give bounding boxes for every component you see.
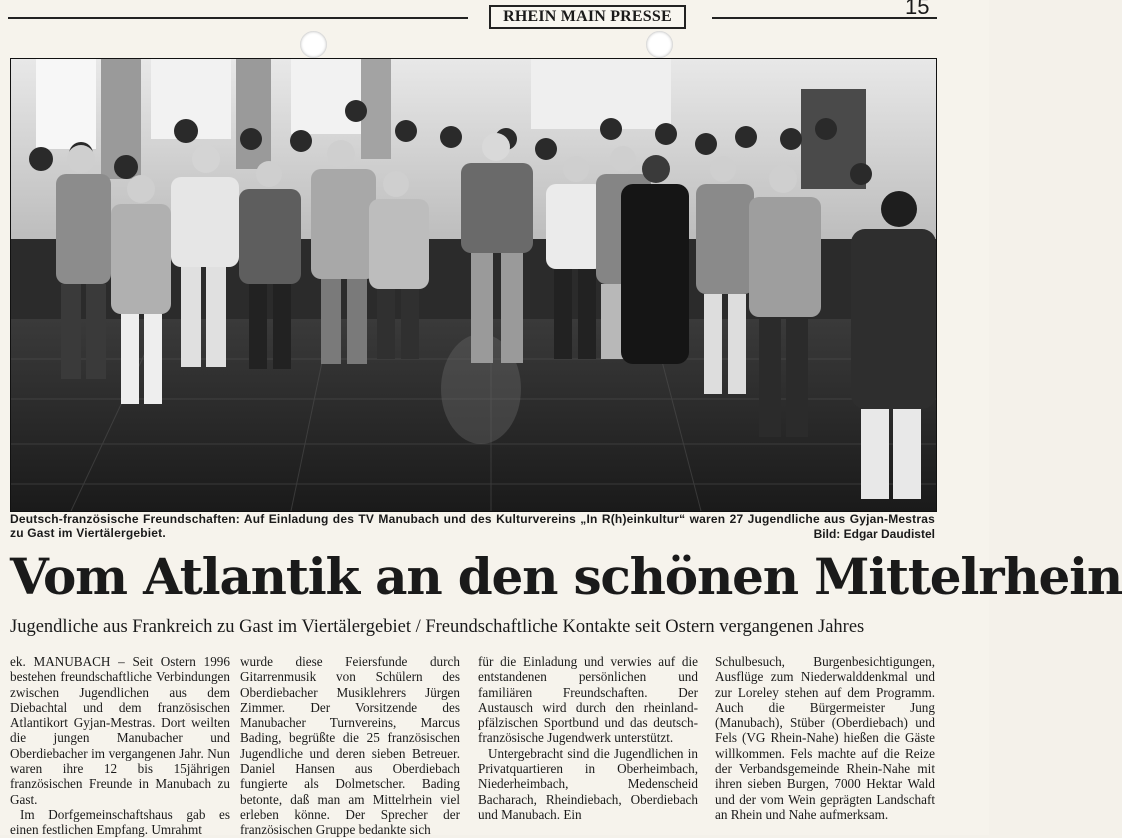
- group-photo-image: [11, 59, 936, 511]
- headline: Vom Atlantik an den schönen Mittelrhein: [10, 547, 1122, 606]
- subheadline: Jugendliche aus Frankreich zu Gast im Viertälergebiet / Freundschaftliche Kontakte seit Ostern vergangenen Jahres: [10, 617, 865, 637]
- photo-credit: Bild: Edgar Daudistel: [813, 527, 935, 541]
- paragraph: Untergebracht sind die Jugendlichen in Privatquartieren in Oberheimbach, Niederheimbach, Medenscheid Bacharach, Rheindiebach, Oberdiebach und Manubach. Ein: [478, 745, 698, 822]
- article-column-3: [478, 654, 698, 822]
- paragraph: Schulbesuch, Burgenbesichtigungen, Ausflüge zum Niederwalddenkmal und zur Loreley stehen auf dem Programm. Auch die Bürgermeister Jung (Manubach), Stüber (Oberdiebach) und Fels (VG Rhein-Nahe) hießen die Gäste willkommen. Fels machte auf die Reize der Verbandsgemeinde Rhein-Nahe mit ihren sieben Burgen, 7000 Hektar Wald und der vom Wein geprägten Landschaft an Rhein und Nahe aufmerksam.: [715, 654, 935, 822]
- group-photo: [10, 58, 937, 512]
- punch-hole-left: [300, 31, 327, 58]
- masthead-rule-left: [8, 17, 468, 19]
- photo-caption: Deutsch-französische Freundschaften: Auf Einladung des TV Manubach und des Kulturvereins „In R(h)einkultur“ waren 27 Jugendliche aus Gyjan-Mestras zu Gast im Viertälergebiet.: [10, 512, 935, 540]
- paragraph: für die Einladung und verwies auf die entstandenen persönlichen und familiären Freundschaften. Der Austausch wird durch den rheinland-pfälzischen Sportbund und das deutsch-französische Jugendwerk unterstützt.: [478, 654, 698, 746]
- masthead: RHEIN MAIN PRESSE: [489, 5, 686, 29]
- paragraph: wurde diese Feiersfunde durch Gitarrenmusik von Schülern des Oberdiebacher Musiklehrers Jürgen Zimmer. Der Vorsitzende des Manubacher Turnvereins, Marcus Bading, begrüßte die 25 französischen Jugendliche und deren sieben Betreuer. Daniel Hansen aus Oberdiebach fungierte als Dolmetscher. Bading betonte, daß man am Mittelrhein viel erleben könne. Der Sprecher der französischen Gruppe bedankte sich: [240, 654, 460, 838]
- punch-hole-right: [646, 31, 673, 58]
- paragraph: Im Dorfgemeinschaftshaus gab es einen festlichen Empfang. Umrahmt: [10, 806, 230, 838]
- article-column-4: [715, 654, 935, 822]
- article-column-2: [240, 654, 460, 838]
- paragraph: ek. MANUBACH – Seit Ostern 1996 bestehen freundschaftliche Verbindungen zwischen Jugendlichen aus dem Diebachtal und dem französischen Atlantikort Gyjan-Mestras. Dort weilten die jungen Manubacher und Oberdiebacher im vergangenen Jahr. Nun waren ihre 12 bis 15jährigen französischen Freunde in Manubach zu Gast.: [10, 654, 230, 807]
- article-column-1: [10, 654, 230, 838]
- masthead-rule-right: [712, 17, 937, 19]
- page-number: 15: [905, 0, 930, 19]
